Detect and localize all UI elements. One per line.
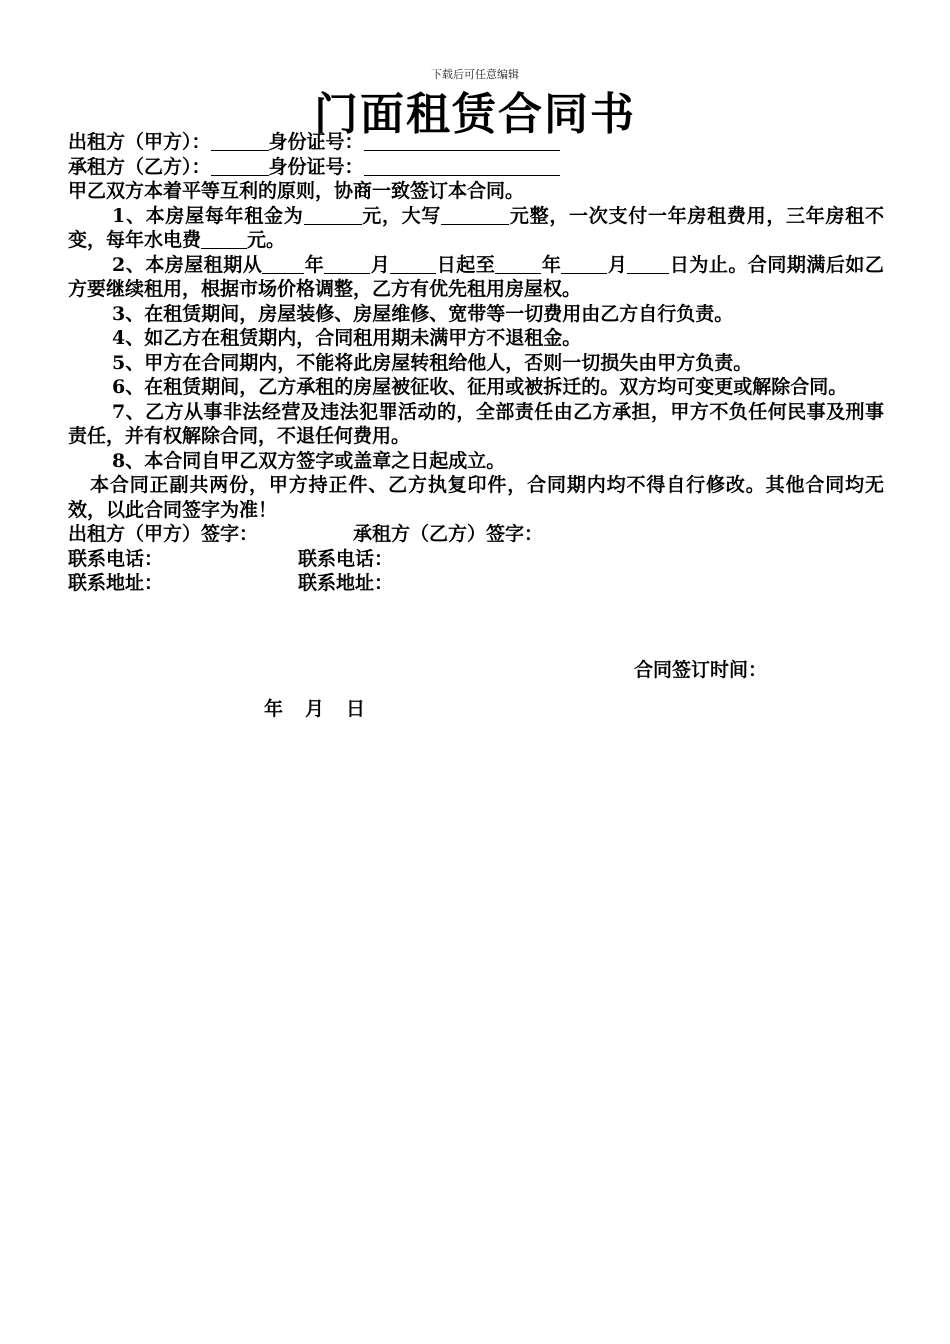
address-row xyxy=(68,571,884,596)
clause-1-part: 元，大写 xyxy=(361,204,442,227)
document-title: 门面租赁合同书 xyxy=(314,89,636,140)
clause-2-part: 年 xyxy=(541,253,562,276)
rent-capital-blank xyxy=(441,205,509,225)
clause-2-part: 年 xyxy=(304,253,325,276)
start-year-blank xyxy=(262,254,304,274)
clause-1 xyxy=(68,204,884,253)
clause-2-part: 2、本房屋租期从 xyxy=(112,253,263,276)
end-year-blank xyxy=(495,254,541,274)
sign-date-label: 合同签订时间： xyxy=(634,659,768,681)
closing-text: 本合同正副共两份，甲方持正件、乙方执复印件，合同期内均不得自行修改。其他合同均无效，以此合同签字为准！ xyxy=(68,474,884,521)
clause-6: 6、在租赁期间，乙方承租的房屋被征收、征用或被拆迁的。双方均可变更或解除合同。 xyxy=(112,376,848,398)
party-b-signature-label: 承租方（乙方）签字： xyxy=(353,523,544,545)
party-b-label: 承租方（乙方）： xyxy=(68,155,211,178)
party-b-address-label: 联系地址： xyxy=(298,572,394,594)
intro-text: 甲乙双方本着平等互利的原则，协商一致签订本合同。 xyxy=(68,180,525,202)
clause-2 xyxy=(68,253,884,302)
phone-row xyxy=(68,547,884,572)
party-a-label: 出租方（甲方）： xyxy=(68,131,211,153)
signature-row xyxy=(68,522,884,547)
start-day-blank xyxy=(390,254,436,274)
clause-7: 7、乙方从事非法经营及违法犯罪活动的，全部责任由乙方承担，甲方不负任何民事及刑事责任，并有权解除合同，不退任何费用。 xyxy=(68,400,884,447)
party-a-id-blank xyxy=(364,131,560,151)
start-month-blank xyxy=(324,254,370,274)
clause-2-part: 月 xyxy=(607,253,628,276)
end-day-blank xyxy=(627,254,669,274)
sign-date-fields xyxy=(264,694,387,721)
sign-date-day: 日 xyxy=(346,698,366,720)
party-a-id-label: 身份证号： xyxy=(268,131,364,153)
clause-3: 3、在租赁期间，房屋装修、房屋维修、宽带等一切费用由乙方自行负责。 xyxy=(112,302,734,325)
rent-amount-blank xyxy=(304,205,362,225)
party-b-name-blank xyxy=(211,156,269,176)
clause-4: 4、如乙方在租赁期内，合同租用期未满甲方不退租金。 xyxy=(112,327,582,349)
contract-body xyxy=(68,130,884,596)
utility-fee-blank xyxy=(201,229,247,249)
party-b-id-label: 身份证号： xyxy=(268,155,364,178)
clause-5: 5、甲方在合同期内，不能将此房屋转租给他人，否则一切损失由甲方负责。 xyxy=(112,351,753,374)
clause-8: 8、本合同自甲乙双方签字或盖章之日起成立。 xyxy=(112,449,506,472)
party-a-name-blank xyxy=(211,131,269,151)
party-b-line xyxy=(68,155,884,180)
end-month-blank xyxy=(561,254,607,274)
sign-date-month: 月 xyxy=(305,698,325,720)
clause-1-part: 元。 xyxy=(247,229,286,251)
sign-date-year: 年 xyxy=(264,698,284,720)
clause-1-part: 元整，一次支付一年房租费用，三年房租不变，每年水电费 xyxy=(68,204,884,251)
clause-2-part: 日起至 xyxy=(436,253,496,276)
party-a-signature-label: 出租方（甲方）签字： xyxy=(68,523,259,545)
clause-2-part: 日为止。合同期满后如乙方要继续租用，根据市场价格调整，乙方有优先租用房屋权。 xyxy=(68,253,884,300)
header-note: 下载后可任意编辑 xyxy=(431,68,519,81)
clause-1-part: 1、本房屋每年租金为 xyxy=(112,204,304,227)
clause-2-part: 月 xyxy=(370,253,391,276)
party-a-line xyxy=(68,130,884,155)
party-a-address-label: 联系地址： xyxy=(68,572,164,594)
party-b-id-blank xyxy=(364,156,560,176)
party-b-phone-label: 联系电话： xyxy=(298,547,394,570)
party-a-phone-label: 联系电话： xyxy=(68,547,164,570)
